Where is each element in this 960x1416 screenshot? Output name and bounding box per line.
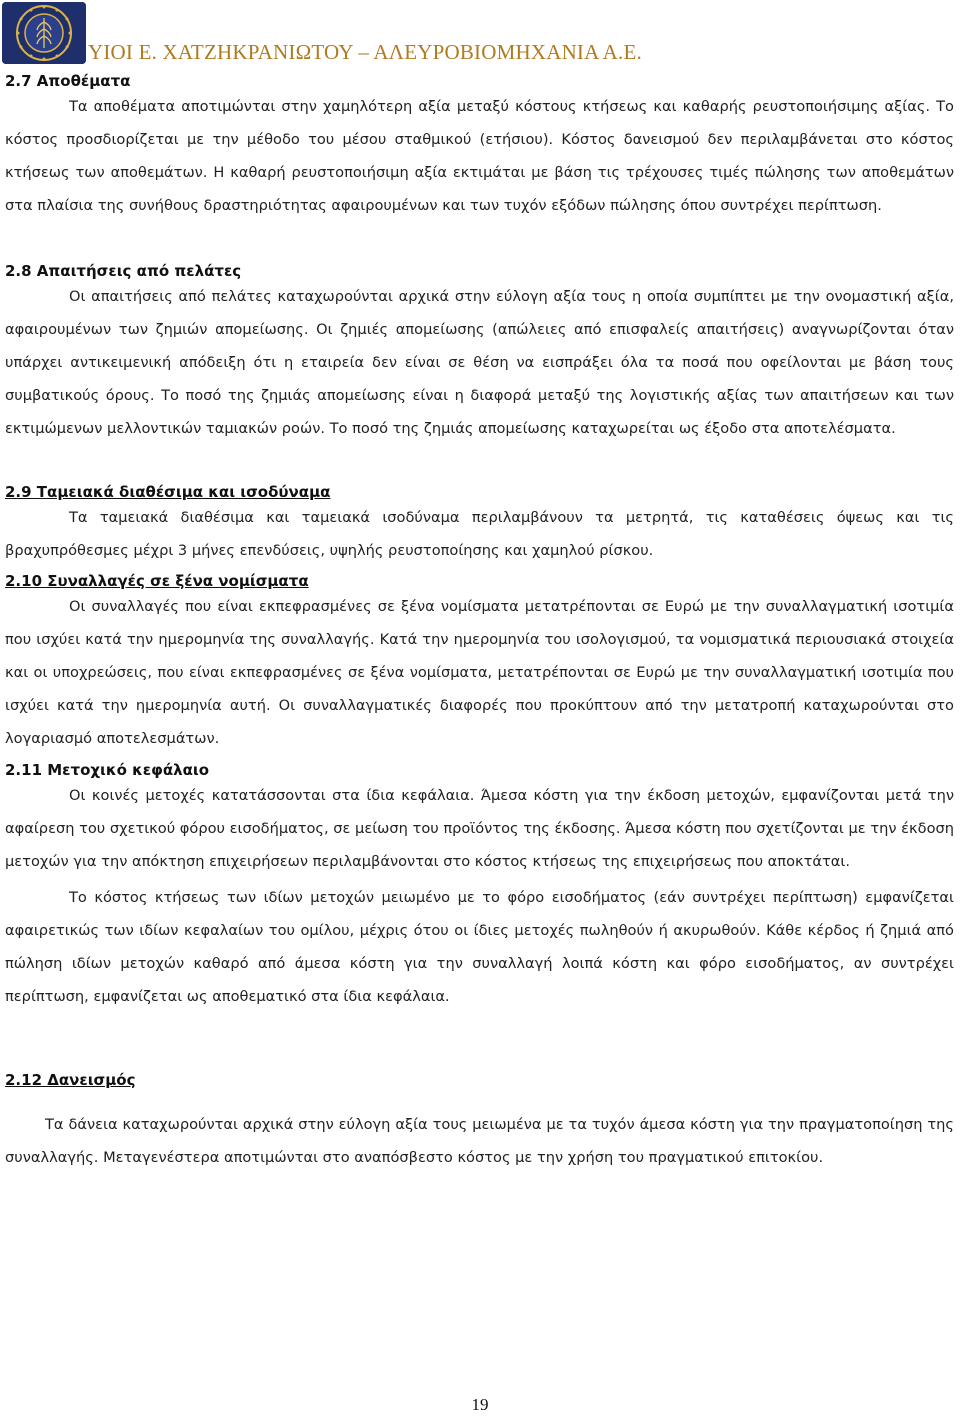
page-header: [0, 0, 960, 66]
company-logo: [2, 2, 86, 64]
section-share-capital: [5, 760, 954, 1013]
section-heading: 2.12 Δανεισμός: [5, 1071, 136, 1089]
paragraph: Οι απαιτήσεις από πελάτες καταχωρούνται αρχικά στην εύλογη αξία τους η οποία συμπίπτει με την ονομαστική αξία, αφαιρουμένων των ζημιών απομείωσης. Οι ζημιές απομείωσης (απώλειες από επισφαλείς απαιτήσεις) αναγνωρίζονται όταν υπάρχει αντικειμενική απόδειξη ότι η εταιρεία δεν είναι σε θέση να εισπράξει όλα τα ποσά που οφείλονται με βάση τους συμβατικούς όρους. Το ποσό της ζημιάς απομείωσης είναι η διαφορά μεταξύ της λογιστικής αξίας των απαιτήσεων και των εκτιμώμενων μελλοντικών ταμιακών ροών. Το ποσό της ζημιάς απομείωσης καταχωρείται ως έξοδο στα αποτελέσματα.: [5, 288, 954, 437]
company-title: ΥΙΟΙ Ε. ΧΑΤΖΗΚΡΑΝΙΩΤΟΥ – ΑΛΕΥΡΟΒΙΟΜΗΧΑΝΙΑ Α.Ε.: [88, 40, 642, 64]
section-inventories: [5, 71, 954, 222]
paragraph: Το κόστος κτήσεως των ιδίων μετοχών μειωμένο με το φόρο εισοδήματος (εάν συντρέχει περίπτωση) εμφανίζεται αφαιρετικώς των ιδίων κεφαλαίων του ομίλου, μέχρις ότου οι ίδιες μετοχές πωληθούν ή ακυρωθούν. Κάθε κέρδος ή ζημιά από πώληση ιδίων μετοχών καθαρό από άμεσα κόστη για την συναλλαγή λοιπά κόστη και φόρο εισοδήματος, αν συντρέχει περίπτωση, εμφανίζεται ως αποθεματικό στα ίδια κεφάλαια.: [5, 889, 954, 1005]
page-number: 19: [471, 1395, 489, 1414]
paragraph: Οι συναλλαγές που είναι εκπεφρασμένες σε ξένα νομίσματα μετατρέπονται σε Ευρώ με την συναλλαγματική ισοτιμία που ισχύει κατά την ημερομηνία της συναλλαγής. Κατά την ημερομηνία του ισολογισμού, τα νομισματικά περιουσιακά στοιχεία και οι υποχρεώσεις, που είναι εκπεφρασμένες σε ξένα νομίσματα, μετατρέπονται σε Ευρώ με την συναλλαγματική ισοτιμία που ισχύει κατά την ημερομηνία αυτή. Οι συναλλαγματικές διαφορές που προκύπτουν από την μετατροπή καταχωρούνται στο λογαριασμό αποτελεσμάτων.: [5, 598, 954, 747]
section-borrowing: [5, 1070, 954, 1174]
paragraph: Τα δάνεια καταχωρούνται αρχικά στην εύλογη αξία τους μειωμένα με τα τυχόν άμεσα κόστη για την πραγματοποίηση της συναλλαγής. Μεταγενέστερα αποτιμώνται στο αναπόσβεστο κόστος με την χρήση του πραγματικού επιτοκίου.: [5, 1116, 954, 1166]
paragraph: Τα ταμειακά διαθέσιμα και ταμειακά ισοδύναμα περιλαμβάνουν τα μετρητά, τις καταθέσεις όψεως και τις βραχυπρόθεσμες μέχρι 3 μήνες επενδύσεις, υψηλής ρευστοποίησης και χαμηλού ρίσκου.: [5, 509, 954, 559]
section-cash: [5, 482, 954, 567]
section-heading: 2.7 Αποθέματα: [5, 72, 131, 90]
logo-emblem-icon: [2, 2, 86, 64]
section-receivables: [5, 261, 954, 445]
section-heading: 2.9 Ταμειακά διαθέσιμα και ισοδύναμα: [5, 483, 331, 501]
section-heading: 2.11 Μετοχικό κεφάλαιο: [5, 761, 210, 779]
section-foreign-currency: [5, 571, 954, 755]
section-heading: 2.8 Απαιτήσεις από πελάτες: [5, 262, 242, 280]
paragraph: Οι κοινές μετοχές κατατάσσονται στα ίδια κεφάλαια. Άμεσα κόστη για την έκδοση μετοχών, εμφανίζονται μετά την αφαίρεση του σχετικού φόρου εισοδήματος, σε μείωση του προϊόντος της έκδοσης. Άμεσα κόστη που σχετίζονται με την έκδοση μετοχών για την απόκτηση επιχειρήσεων περιλαμβάνονται στο κόστος κτήσεως της επιχειρήσεως που αποκτάται.: [5, 787, 954, 870]
paragraph: Τα αποθέματα αποτιμώνται στην χαμηλότερη αξία μεταξύ κόστους κτήσεως και καθαρής ρευστοποιήσιμης αξίας. Το κόστος προσδιορίζεται με την μέθοδο του μέσου σταθμικού (ετήσιου). Κόστος δανεισμού δεν περιλαμβάνεται στο κόστος κτήσεως των αποθεμάτων. Η καθαρή ρευστοποιήσιμη αξία εκτιμάται με βάση τις τρέχουσες τιμές πώλησης των αποθεμάτων στα πλαίσια της συνήθους δραστηριότητας αφαιρουμένων και των τυχόν εξόδων πώλησης όπου συντρέχει περίπτωση.: [5, 98, 954, 214]
section-heading: 2.10 Συναλλαγές σε ξένα νομίσματα: [5, 572, 309, 590]
